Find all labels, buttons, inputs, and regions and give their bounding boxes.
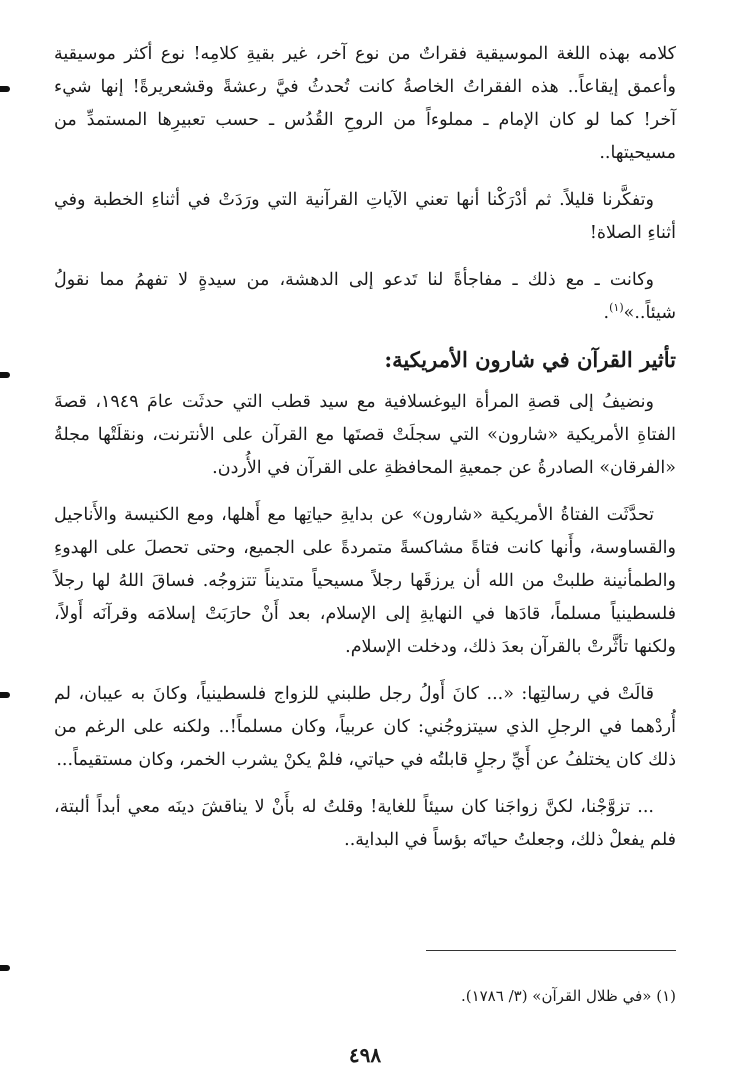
- paragraph-4: ونضيفُ إلى قصةِ المرأة اليوغسلافية مع سيد قطب التي حدثَت عامَ ١٩٤٩، قصةَ الفتاةِ الأمريكية «شارون» التي سجلَتْ قصتَها مع القرآن على الأنترنت، ونقلَتْها مجلةُ «الفرقان» الصادرةُ عن جمعيةِ المحافظةِ على القرآن في الأُردن.: [54, 392, 676, 478]
- section-heading: تأثير القرآن في شارون الأمريكية:: [384, 347, 676, 372]
- book-page: [54, 38, 676, 1067]
- paragraph-7: ... تزوَّجْنا، لكنَّ زواجَنا كان سيئاً للغاية! وقلتُ له بأَنْ لا يناقشَ دينَه معي أبداً ألبتة، فلم يفعلْ ذلك، وجعلتُ حياتَه بؤساً في البداية..: [54, 797, 676, 850]
- paragraph-3-text: وكانت ـ مع ذلك ـ مفاجأةً لنا تَدعو إلى الدهشة، من سيدةٍ لا تفهمُ مما نقولُ شيئاً..»: [54, 270, 676, 323]
- paragraph-5: تحدَّثَت الفتاةُ الأمريكية «شارون» عن بدايةِ حياتِها مع أَهلها، ومع الكنيسة والأَناجيل والقساوسة، وأَنها كانت فتاةً مشاكسةً متمردةً على الجميع، وحتى تحصلَ على الهدوءِ والطمأنينة طلبتْ من الله أن يرزقَها رجلاً مسيحياً متديناً تتزوجُه. فساقَ اللهُ لها رجلاً فلسطينياً مسلماً، قادَها في النهايةِ إلى الإسلام، بعد أَنْ حارَبَتْ إسلامَه وقرآنَه أَولاً، ولكنها تأثَّرتْ بالقرآن بعدَ ذلك، ودخلت الإسلام.: [54, 505, 676, 657]
- paragraph-3: وكانت ـ مع ذلك ـ مفاجأةً لنا تَدعو إلى الدهشة، من سيدةٍ لا تفهمُ مما نقولُ شيئاً..»$^{(١)}$.: [54, 270, 676, 323]
- footnote: (١) «في ظلال القرآن» (٣/ ١٧٨٦).: [460, 987, 676, 1005]
- page-number: ٤٩٨: [348, 1043, 382, 1067]
- footnote-divider: [426, 950, 676, 951]
- binding-mark: [0, 965, 10, 971]
- paragraph-1: كلامه بهذه اللغة الموسيقية فقراتٌ من نوع آخر، غير بقيةِ كلامِه! نوع أكثر موسيقية وأعمق إيقاعاً.. هذه الفقراتُ الخاصةُ كانت تُحدثُ فيَّ رعشةً وقشعريرةً! إنها شيء آخر! كما لو كان الإمام ـ مملوءاً من الروحِ القُدُس ـ حسب تعبيرِها المستمدِّ من مسيحيتها..: [54, 44, 676, 163]
- paragraph-2: وتفكَّرنا قليلاً. ثم أدْرَكْنا أنها تعني الآياتِ القرآنية التي ورَدَتْ في أثناءِ الخطبة وفي أثناءِ الصلاة!: [54, 190, 676, 243]
- binding-mark: [0, 372, 10, 378]
- binding-mark: [0, 86, 10, 92]
- footnote-reference: (١): [609, 301, 624, 315]
- binding-mark: [0, 692, 10, 698]
- paragraph-6: قالَتْ في رسالتِها: «... كانَ أَولُ رجل طلبني للزواج فلسطينياً، وكانَ به عيبان، لم أُردْهما في الرجلِ الذي سيتزوجُني: كان عربياً، وكان مسلماً!.. ولكنه على الرغم من ذلك كان يختلفُ عن أَيِّ رجلٍ قابلتُه في حياتي، فلمْ يكنْ يشرب الخمر، وكان مستقيماً...: [54, 684, 676, 770]
